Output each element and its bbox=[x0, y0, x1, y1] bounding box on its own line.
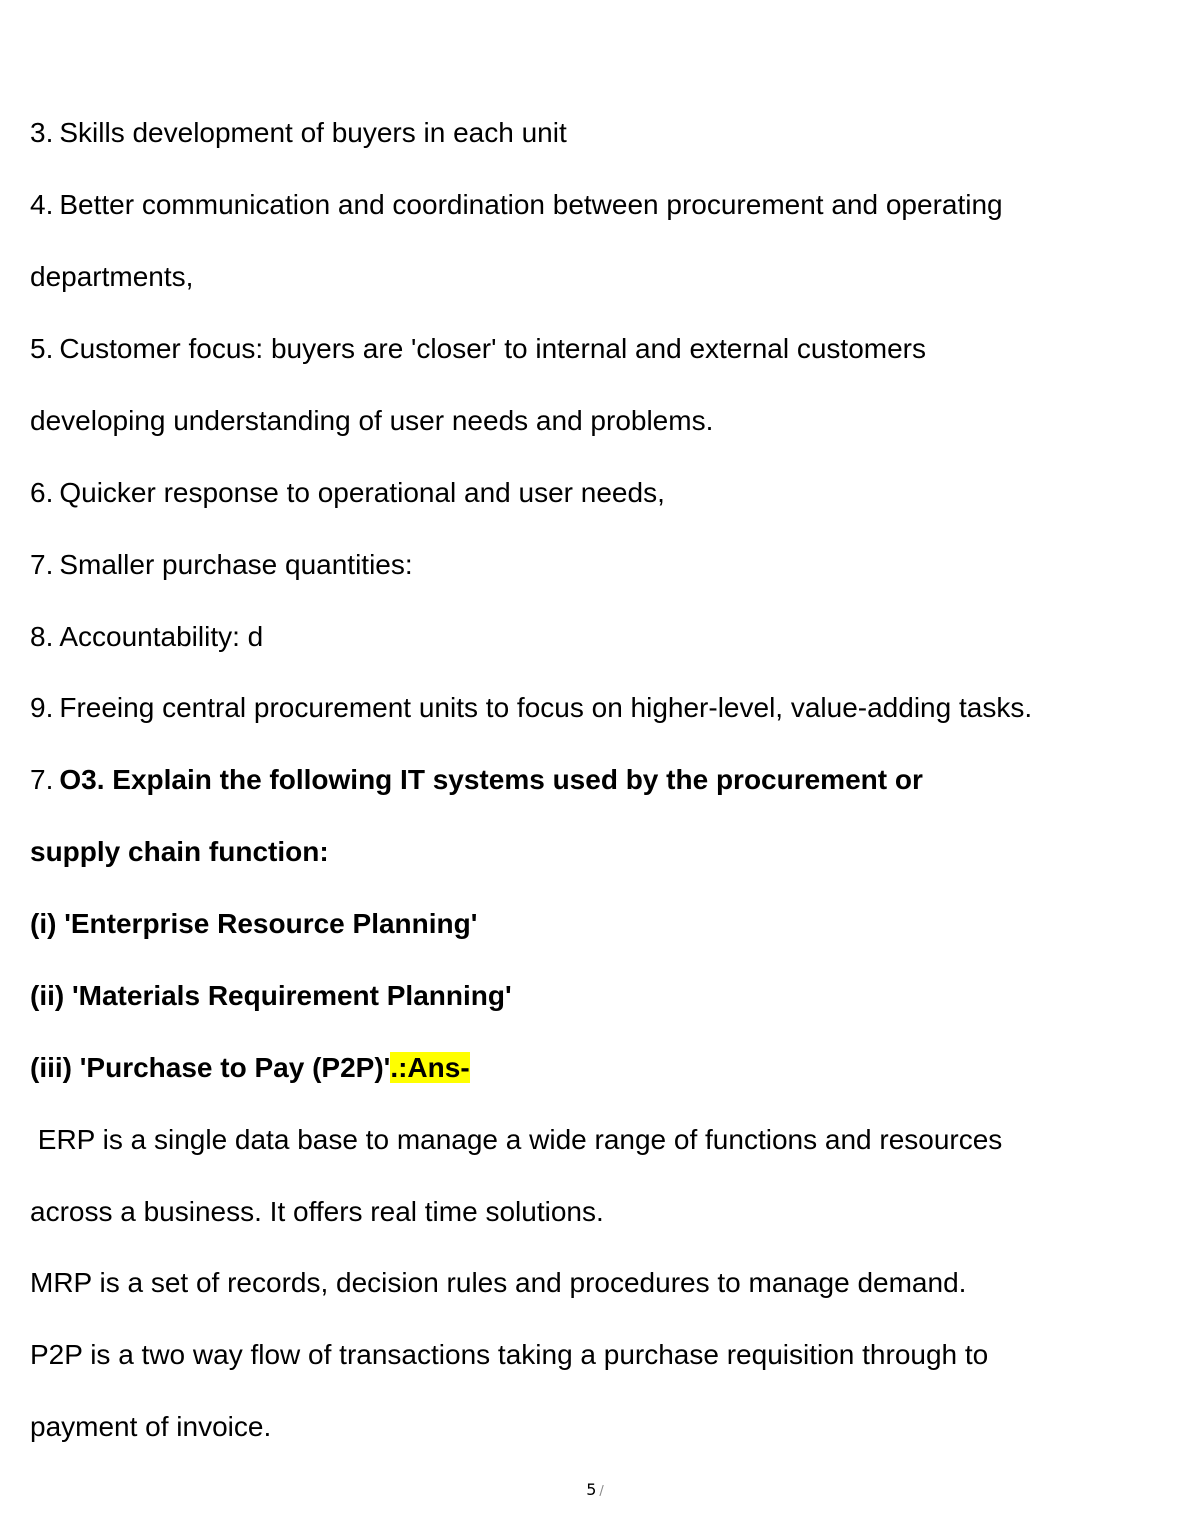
list-item-continuation: departments, bbox=[30, 261, 194, 292]
list-number: 8. bbox=[30, 621, 54, 652]
list-text: Customer focus: buyers are 'closer' to internal and external customers bbox=[59, 333, 926, 364]
list-text: Better communication and coordination between procurement and operating bbox=[59, 189, 1003, 220]
list-item bbox=[30, 619, 263, 655]
list-item bbox=[30, 331, 926, 367]
list-text: Skills development of buyers in each unit bbox=[59, 117, 567, 148]
answer-mrp-line: MRP is a set of records, decision rules and procedures to manage demand. bbox=[30, 1267, 967, 1298]
list-number: 6. bbox=[30, 477, 54, 508]
page-number: 5 bbox=[586, 1480, 597, 1499]
list-item bbox=[30, 475, 665, 511]
question-sub-item-i: (i) 'Enterprise Resource Planning' bbox=[30, 908, 478, 939]
page-footer bbox=[0, 1480, 1190, 1502]
page-separator: / bbox=[599, 1484, 604, 1499]
list-number: 4. bbox=[30, 189, 54, 220]
list-number: 7. bbox=[30, 549, 54, 580]
question-sub-item-ii: (ii) 'Materials Requirement Planning' bbox=[30, 980, 512, 1011]
list-text: Freeing central procurement units to focus on higher-level, value-adding tasks. bbox=[59, 692, 1033, 723]
question-heading bbox=[30, 762, 923, 798]
list-item bbox=[30, 547, 413, 583]
list-number: 5. bbox=[30, 333, 54, 364]
answer-p2p-line: P2P is a two way flow of transactions taking a purchase requisition through to bbox=[30, 1339, 989, 1370]
list-number: 3. bbox=[30, 117, 54, 148]
list-text: Smaller purchase quantities: bbox=[59, 549, 413, 580]
answer-erp-continuation: across a business. It offers real time solutions. bbox=[30, 1196, 604, 1227]
list-item-continuation: developing understanding of user needs and problems. bbox=[30, 405, 714, 436]
list-item bbox=[30, 187, 1003, 223]
question-sub-item-iii-text: (iii) 'Purchase to Pay (P2P)' bbox=[30, 1052, 391, 1083]
question-number: 7. bbox=[30, 764, 54, 795]
question-sub-item-iii bbox=[30, 1050, 470, 1086]
question-text-continuation: supply chain function: bbox=[30, 836, 329, 867]
answer-p2p-continuation: payment of invoice. bbox=[30, 1411, 272, 1442]
list-item bbox=[30, 690, 1032, 726]
list-text: Accountability: d bbox=[59, 621, 264, 652]
question-text: O3. Explain the following IT systems used by the procurement or bbox=[59, 764, 923, 795]
list-item bbox=[30, 115, 567, 151]
answer-erp-line: ERP is a single data base to manage a wide range of functions and resources bbox=[30, 1124, 1003, 1155]
list-number: 9. bbox=[30, 692, 54, 723]
list-text: Quicker response to operational and user needs, bbox=[59, 477, 665, 508]
answer-label-highlight: .:Ans- bbox=[390, 1052, 470, 1083]
